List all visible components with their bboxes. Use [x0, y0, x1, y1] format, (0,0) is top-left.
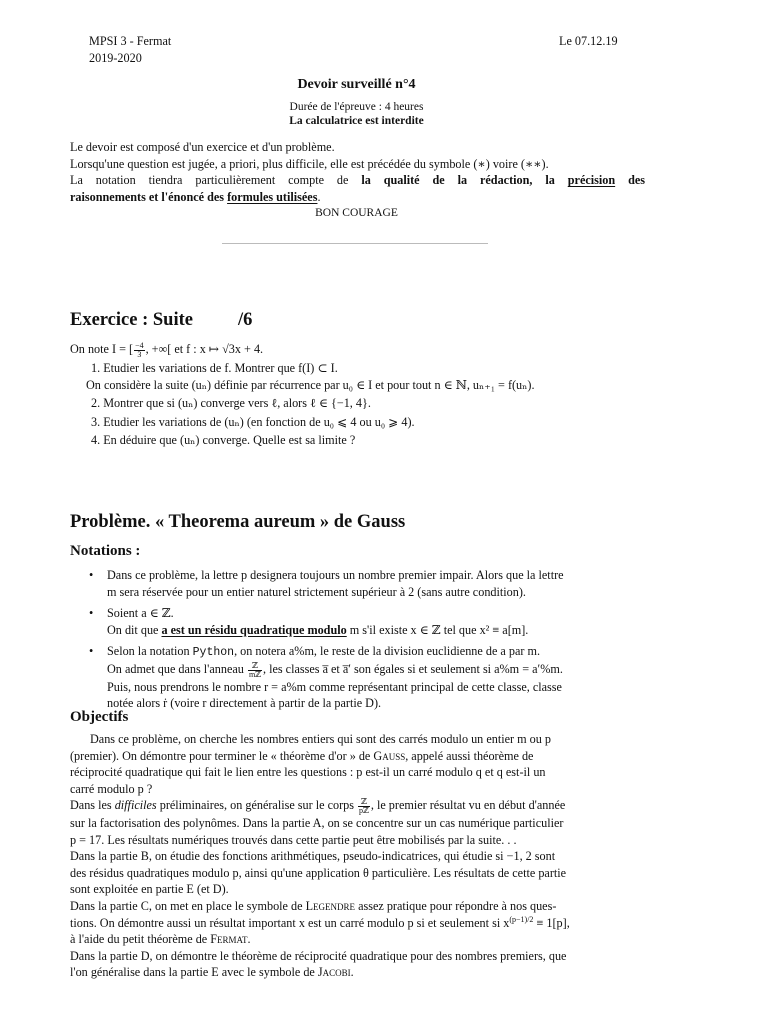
n3-frac-num: ℤ — [248, 662, 262, 671]
q3-text: Etudier les variations de (uₙ) (en fonction de u₀ ⩽ 4 ou u₀ ⩾ 4). — [103, 414, 415, 429]
exercise-definition — [70, 341, 650, 359]
class-name: MPSI 3 - Fermat — [89, 34, 172, 48]
intro-line-1: Le devoir est composé d'un exercice et d'un problème. — [70, 140, 335, 154]
intro-line-3 — [70, 172, 645, 189]
intro-quality: la qualité de la rédaction, la — [361, 173, 568, 188]
exercise-heading-row — [70, 308, 252, 333]
calculator-notice: La calculatrice est interdite — [289, 115, 424, 127]
notation-item-3 — [89, 643, 647, 712]
school-year: 2019-2020 — [89, 50, 142, 65]
obj-line-2 — [70, 748, 642, 765]
sequence-definition: On considère la suite (uₙ) définie par récurrence par u₀ ∈ I et pour tout n ∈ ℕ, uₙ₊₁ = f(uₙ). — [86, 377, 535, 392]
obj-l15-a: l'on généralise dans la partie E avec le symbole de — [70, 965, 318, 980]
obj-exponent: (p−1)/2 — [509, 914, 534, 924]
obj-l12-b: ≡ 1[p], — [533, 915, 570, 930]
obj-l12-a: tions. On démontre aussi un résultat important x est un carré modulo p si et seulement si x — [70, 915, 510, 930]
obj-jacobi: Jacobi — [317, 965, 351, 980]
obj-l15-b: . — [350, 965, 354, 980]
obj-difficiles: difficiles — [114, 798, 157, 813]
q3-number: 3. — [91, 414, 101, 429]
notation-3-line-2 — [107, 661, 647, 679]
obj-l13-b: . — [247, 932, 251, 947]
obj-l2-a: (premier). On démontre pour terminer le « théorème d'or » de — [70, 748, 374, 763]
notation-2-line-1: Soient a ∈ ℤ. — [107, 606, 174, 621]
notation-item-1 — [89, 567, 647, 600]
obj-l5-b: préliminaires, on généralise sur le corps — [156, 798, 358, 813]
obj-line-7: p = 17. Les résultats numériques trouvés dans cette partie peut être mobilisés par la suite. . . — [70, 832, 517, 847]
objectifs-heading: Objectifs — [70, 709, 129, 725]
q1-text: Etudier les variations de f. Montrer que f(I) ⊂ I. — [103, 361, 338, 375]
problem-heading: Problème. « Theorema aureum » de Gauss — [70, 512, 406, 532]
obj-line-12 — [70, 915, 642, 932]
notation-3-line-3: Puis, nous prendrons le nombre r = a%m comme représentant principal de cette classe, classe — [107, 679, 562, 694]
intro-line-4 — [70, 189, 645, 206]
bullet-1: • — [89, 568, 94, 582]
intro-line-3-end: des — [615, 173, 645, 188]
obj-line-4: carré modulo p ? — [70, 781, 153, 796]
obj-l13-a: à l'aide du petit théorème de — [70, 932, 211, 947]
def-frac-den: 3 — [137, 349, 142, 359]
obj-fermat: Fermat — [210, 932, 248, 947]
exam-duration: Durée de l'épreuve : 4 heures — [289, 101, 424, 113]
obj-line-1: Dans ce problème, on cherche les nombres entiers qui sont des carrés modulo un entier m ou p — [90, 732, 551, 746]
n2-part-b: m s'il existe x ∈ ℤ tel que x² ≡ a[m]. — [346, 622, 529, 637]
intro-dot: . — [317, 189, 321, 204]
obj-l2-b: , appelé aussi théorème de — [405, 748, 534, 763]
obj-legendre: Legendre — [305, 899, 356, 914]
obj-line-15 — [70, 964, 642, 981]
intro-line-2: Lorsqu'une question est jugée, a priori, plus difficile, elle est précédée du symbole (∗) voire (∗∗). — [70, 156, 549, 171]
intro-line-3-start: La notation tiendra particulièrement compte de — [70, 173, 362, 188]
obj-line-14: Dans la partie D, on démontre le théorème de réciprocité quadratique pour des nombres premiers, que — [70, 948, 567, 963]
intro-formules: formules utilisées — [227, 189, 318, 204]
bullet-3: • — [89, 644, 94, 659]
n3-part-b: , on notera a%m, le reste de la division euclidienne de a par m. — [234, 644, 540, 659]
q2-number: 2. — [91, 396, 101, 411]
notation-3-line-4: notée alors ṙ (voire r directement à partir de la partie D). — [107, 696, 382, 711]
notation-1-line-1: Dans ce problème, la lettre p designera toujours un nombre premier impair. Alors que la lettre — [107, 568, 564, 582]
objectifs-text — [70, 731, 642, 981]
obj-line-3: réciprocité quadratique qui fait le lien entre les questions : p est-il un carré modulo q et q est-il un — [70, 765, 546, 780]
notation-2-line-2 — [107, 622, 647, 639]
header-date: Le 07.12.19 — [559, 34, 618, 48]
notation-1-line-2: m sera réservée pour un entier naturel strictement supérieur à 2 (sans autre condition). — [107, 584, 526, 599]
obj-line-10: sont exploitée en partie E (et D). — [70, 882, 229, 897]
notation-3-line-1 — [107, 643, 647, 661]
obj-l5-c: , le premier résultat vu en début d'année — [370, 798, 566, 813]
q4-text: En déduire que (uₙ) converge. Quelle est sa limite ? — [103, 433, 356, 448]
n3-python: Python — [192, 646, 235, 660]
obj-line-13 — [70, 931, 642, 948]
header-left — [89, 33, 171, 66]
question-4 — [91, 432, 651, 449]
obj-line-11 — [70, 898, 642, 915]
q2-text: Montrer que si (uₙ) converge vers ℓ, alors ℓ ∈ {−1, 4}. — [103, 396, 371, 411]
def-frac-num: −4 — [135, 340, 144, 350]
intro-block — [70, 139, 645, 205]
exam-title: Devoir surveillé n°4 — [297, 77, 416, 92]
obj-field-fraction — [358, 798, 370, 815]
obj-l5-a: Dans les — [70, 798, 115, 813]
intro-precision: précision — [567, 173, 616, 188]
exercise-score: /6 — [238, 310, 253, 330]
question-3 — [91, 414, 651, 431]
n2-part-a: On dit que — [107, 622, 162, 637]
n3-frac-den: mℤ — [248, 669, 261, 679]
def-part-a: On note I = [ — [70, 342, 134, 356]
exercise-heading: Exercice : Suite — [70, 310, 193, 330]
obj-line-9: des résidus quadratiques modulo p, ainsi qu'une application θ particulière. Les résultats de cette partie — [70, 865, 567, 880]
good-luck: BON COURAGE — [315, 207, 398, 219]
q1-number: 1. — [91, 361, 101, 375]
def-fraction — [134, 342, 145, 359]
obj-line-6: sur la factorisation des polynômes. Dans la partie A, on se concentre sur un cas numérique particulier — [70, 816, 564, 831]
q4-number: 4. — [91, 433, 101, 448]
obj-gauss: Gauss — [373, 748, 406, 763]
obj-line-5 — [70, 797, 642, 815]
obj-frac-num: ℤ — [358, 798, 370, 807]
n2-residu: a est un résidu quadratique modulo — [161, 622, 347, 637]
exercise-questions — [86, 360, 651, 449]
obj-line-8: Dans la partie B, on étudie des fonctions arithmétiques, pseudo-indicatrices, qui étudie si −1, 2 sont — [70, 849, 556, 864]
obj-frac-den: pℤ — [359, 806, 369, 816]
intro-raisonnements: raisonnements et l'énoncé des — [70, 189, 228, 204]
question-1 — [91, 360, 651, 377]
n3-ring-fraction — [248, 662, 262, 679]
n3-l2-b: , les classes a̅ et a̅′ son égales si et seulement si a%m = a′%m. — [263, 662, 563, 676]
notations-list — [89, 567, 647, 712]
notations-heading: Notations : — [70, 543, 141, 559]
separator-line — [222, 243, 488, 244]
n3-part-a: Selon la notation — [107, 644, 193, 659]
obj-l11-b: assez pratique pour répondre à nos ques- — [355, 899, 557, 914]
def-part-b: , +∞[ et f : x ↦ √3x + 4. — [145, 342, 264, 356]
question-2 — [91, 395, 651, 412]
bullet-2: • — [89, 606, 94, 621]
n3-l2-a: On admet que dans l'anneau — [107, 662, 247, 676]
notation-item-2 — [89, 605, 647, 638]
obj-l11-a: Dans la partie C, on met en place le symbole de — [70, 899, 306, 914]
